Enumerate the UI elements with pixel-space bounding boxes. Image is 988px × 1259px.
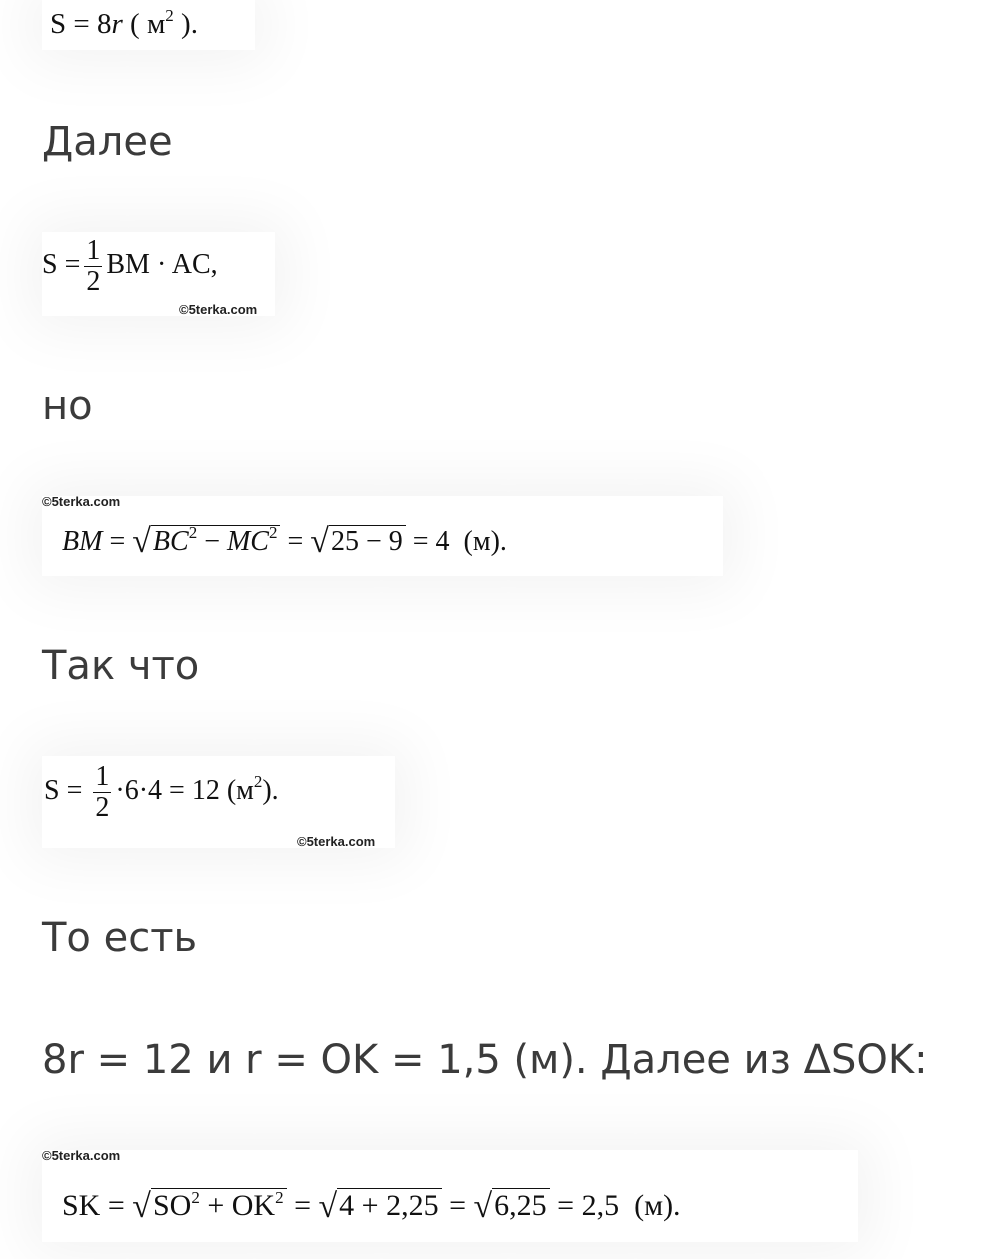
- formula-image-sk: [42, 1150, 858, 1242]
- paragraph-no: но: [42, 383, 93, 429]
- watermark: ©5terka.com: [42, 494, 121, 509]
- watermark: ©5terka.com: [297, 834, 376, 849]
- formula-image-s-8r: [42, 0, 255, 50]
- watermark: ©5terka.com: [42, 1148, 121, 1163]
- formula-area-12: S = $\frac{1}{2}$ ·6·4 = 12 $(м^2)$.: [44, 761, 279, 823]
- formula-s-8r: S = 8r ( $м^2$ ).: [50, 6, 198, 40]
- formula-image-area-12: [42, 756, 395, 848]
- formula-sk: SK = $√SO^2 + OK^2 = √4 + 2,25 = √6,25 = 2,5$ (м).: [62, 1188, 681, 1225]
- formula-area-bm-ac: S = $\frac{1}{2}$ BM · AC,: [42, 235, 218, 297]
- formula-bm: BM = $√BC^2 - MC^2 = √25 - 9 = 4$ (м).: [62, 523, 507, 560]
- watermark: ©5terka.com: [179, 302, 258, 317]
- formula-image-area-bm-ac: [42, 232, 275, 316]
- paragraph-dalee: Далее: [42, 119, 173, 165]
- paragraph-r-ok: 8r = 12 и r = OK = 1,5 (м). Далее из ΔSOK:: [42, 1037, 928, 1083]
- paragraph-to-est: То есть: [42, 915, 198, 961]
- paragraph-tak-chto: Так что: [42, 643, 200, 689]
- formula-image-bm: [42, 496, 723, 576]
